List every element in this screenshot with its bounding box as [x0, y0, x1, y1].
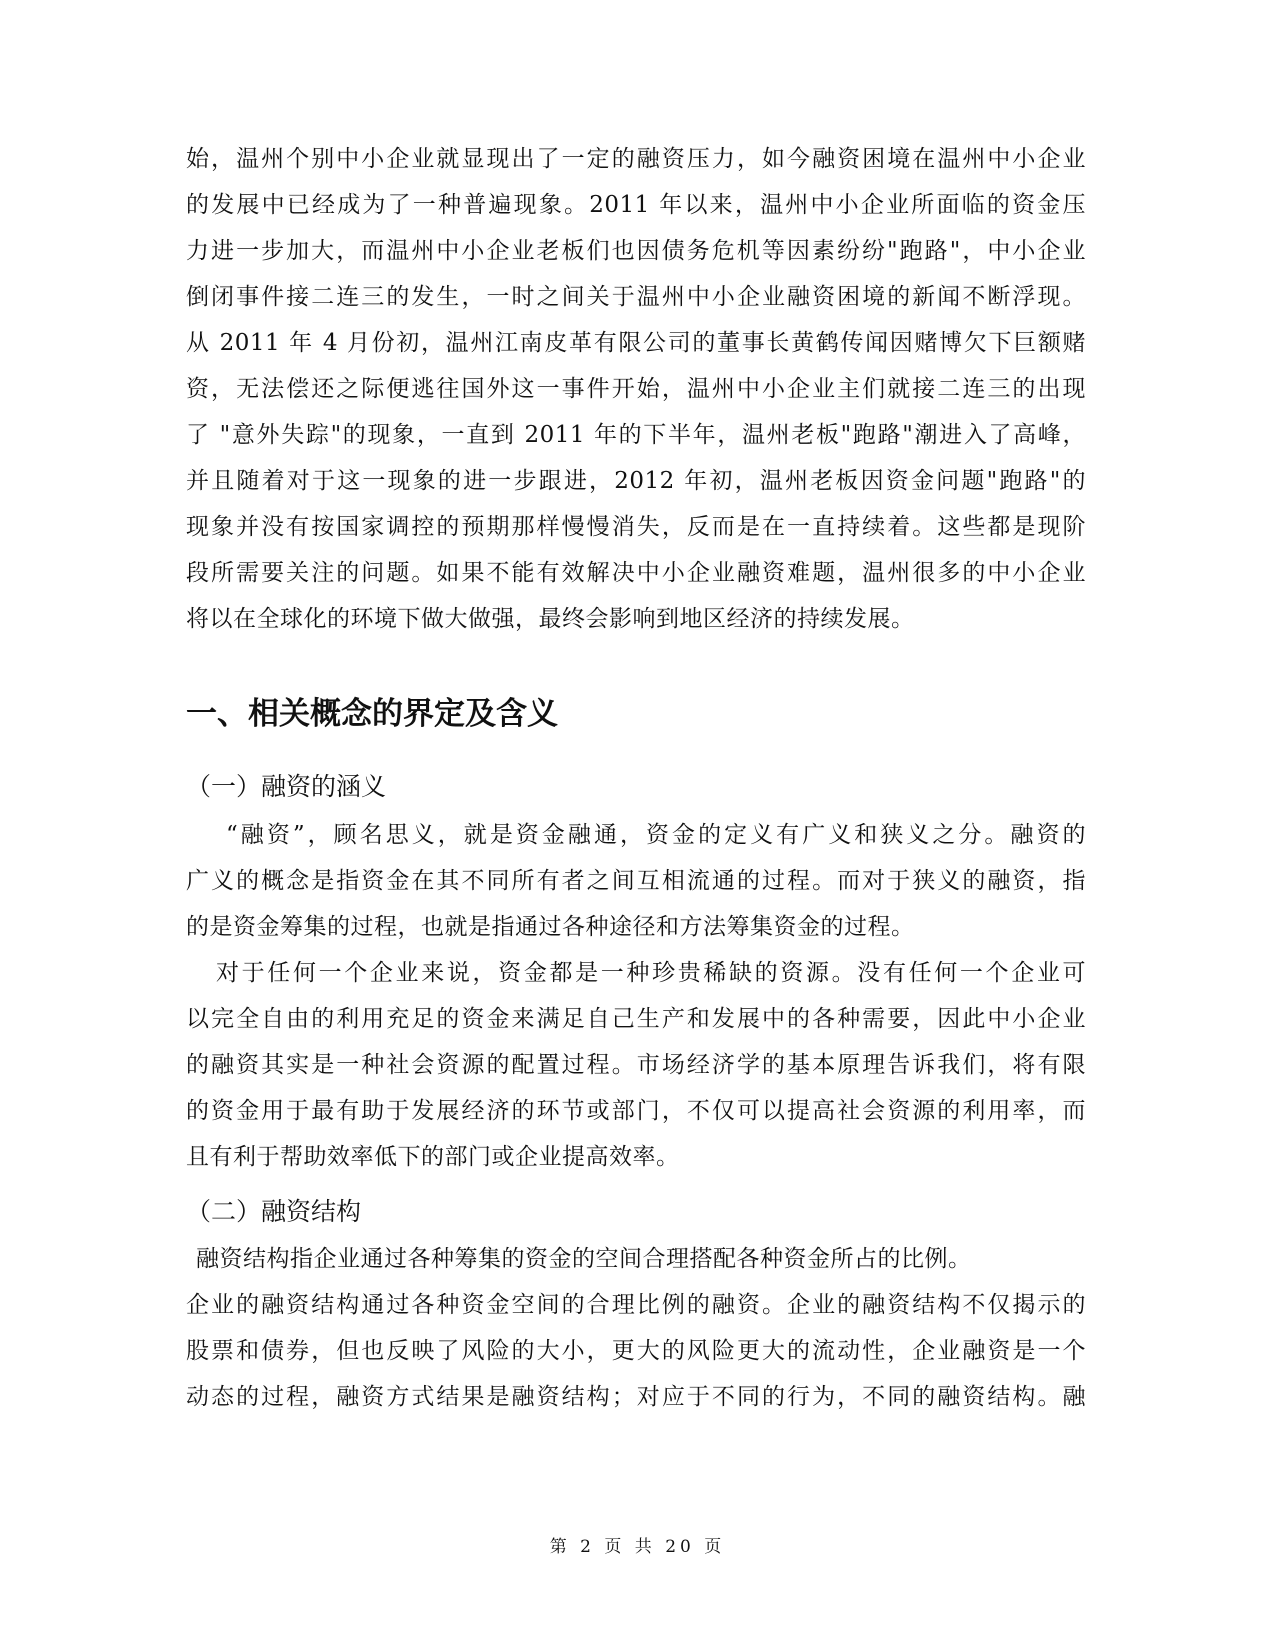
paragraph-line: 了 "意外失踪"的现象，一直到 2011 年的下半年，温州老板"跑路"潮进入了高峰， [186, 422, 1086, 448]
subsection-heading: （二）融资结构 [186, 1197, 362, 1226]
paragraph-line: 从 2011 年 4 月份初，温州江南皮革有限公司的董事长黄鹤传闻因赌博欠下巨额赌 [186, 330, 1086, 356]
paragraph-line: 力进一步加大，而温州中小企业老板们也因债务危机等因素纷纷"跑路"，中小企业 [186, 238, 1086, 264]
paragraph-line: 融资结构指企业通过各种筹集的资金的空间合理搭配各种资金所占的比例。 [196, 1246, 972, 1272]
subsection-heading: （一）融资的涵义 [186, 772, 387, 801]
paragraph-line: 以完全自由的利用充足的资金来满足自己生产和发展中的各种需要，因此中小企业 [186, 1006, 1086, 1032]
paragraph-line: “融资”，顾名思义，就是资金融通，资金的定义有广义和狭义之分。融资的 [226, 822, 1086, 848]
paragraph-line: 并且随着对于这一现象的进一步跟进，2012 年初，温州老板因资金问题"跑路"的 [186, 468, 1086, 494]
paragraph-line: 动态的过程，融资方式结果是融资结构；对应于不同的行为，不同的融资结构。融 [186, 1384, 1086, 1410]
paragraph-line: 广义的概念是指资金在其不同所有者之间互相流通的过程。而对于狭义的融资，指 [186, 868, 1086, 894]
paragraph-line: 企业的融资结构通过各种资金空间的合理比例的融资。企业的融资结构不仅揭示的 [186, 1292, 1086, 1318]
paragraph-line: 始，温州个别中小企业就显现出了一定的融资压力，如今融资困境在温州中小企业 [186, 146, 1086, 172]
paragraph-line: 资，无法偿还之际便逃往国外这一事件开始，温州中小企业主们就接二连三的出现 [186, 376, 1086, 402]
paragraph-line: 现象并没有按国家调控的预期那样慢慢消失，反而是在一直持续着。这些都是现阶 [186, 514, 1086, 540]
section-heading: 一、相关概念的界定及含义 [186, 696, 558, 732]
paragraph-line: 的发展中已经成为了一种普遍现象。2011 年以来，温州中小企业所面临的资金压 [186, 192, 1086, 218]
paragraph-line: 的是资金筹集的过程，也就是指通过各种途径和方法筹集资金的过程。 [186, 914, 915, 940]
paragraph-line: 且有利于帮助效率低下的部门或企业提高效率。 [186, 1144, 680, 1170]
paragraph-line: 倒闭事件接二连三的发生，一时之间关于温州中小企业融资困境的新闻不断浮现。 [186, 284, 1086, 310]
paragraph-line: 对于任何一个企业来说，资金都是一种珍贵稀缺的资源。没有任何一个企业可 [216, 960, 1086, 986]
paragraph-line: 的资金用于最有助于发展经济的环节或部门，不仅可以提高社会资源的利用率，而 [186, 1098, 1086, 1124]
paragraph-line: 段所需要关注的问题。如果不能有效解决中小企业融资难题，温州很多的中小企业 [186, 560, 1086, 586]
paragraph-line: 股票和债券，但也反映了风险的大小，更大的风险更大的流动性，企业融资是一个 [186, 1338, 1086, 1364]
page-number: 第 2 页 共 20 页 [549, 1537, 726, 1557]
paragraph-line: 将以在全球化的环境下做大做强，最终会影响到地区经济的持续发展。 [186, 606, 915, 632]
paragraph-line: 的融资其实是一种社会资源的配置过程。市场经济学的基本原理告诉我们，将有限 [186, 1052, 1086, 1078]
